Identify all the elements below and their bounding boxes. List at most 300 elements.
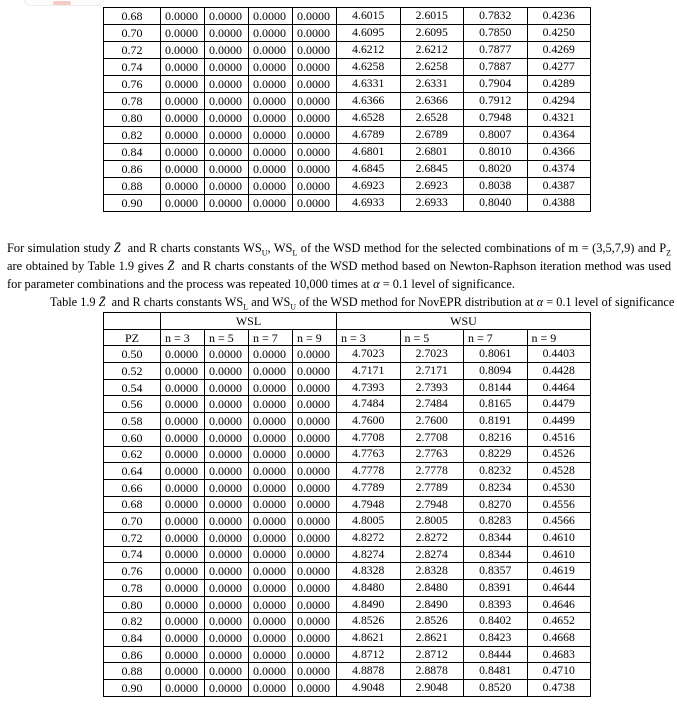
table-cell: 0.0000 <box>205 596 249 613</box>
table-cell: 0.4387 <box>527 178 591 195</box>
table-cell: 0.7912 <box>464 93 528 110</box>
table-cell: 4.6528 <box>337 110 401 127</box>
text-segment: , WS <box>267 241 293 255</box>
table-row <box>104 496 591 513</box>
table-cell: 0.84 <box>104 630 161 647</box>
top-table-body <box>104 8 591 212</box>
table-cell: 2.6366 <box>400 93 464 110</box>
table-cell: 4.6095 <box>337 25 401 42</box>
table-cell: 0.0000 <box>205 144 249 161</box>
wsu-n7-header: n = 7 <box>464 329 528 346</box>
table-cell: 0.0000 <box>293 93 337 110</box>
table-cell: 0.4566 <box>527 513 591 530</box>
table-cell: 0.0000 <box>161 161 205 178</box>
table-cell: 4.7708 <box>337 429 401 446</box>
table-cell: 0.0000 <box>161 580 205 597</box>
math-symbol: Z̄ <box>167 259 175 273</box>
table-row <box>104 463 591 480</box>
table-cell: 0.0000 <box>249 580 293 597</box>
table-row <box>104 413 591 430</box>
table-cell: 2.7393 <box>400 379 464 396</box>
table-cell: 4.7393 <box>337 379 401 396</box>
table-cell: 0.4236 <box>527 8 591 25</box>
table-cell: 4.6923 <box>337 178 401 195</box>
table-cell: 0.0000 <box>161 396 205 413</box>
table-cell: 0.82 <box>104 613 161 630</box>
wsu-n9-header: n = 9 <box>527 329 591 346</box>
table-cell: 0.74 <box>104 546 161 563</box>
text-segment: are obtained by Table 1.9 gives <box>7 259 168 273</box>
table-cell: 0.0000 <box>249 110 293 127</box>
table-cell: 0.0000 <box>205 479 249 496</box>
table-row <box>104 178 591 195</box>
table-cell: 0.0000 <box>205 546 249 563</box>
table-cell: 0.4610 <box>527 529 591 546</box>
table-cell: 0.8270 <box>464 496 528 513</box>
table-cell: 2.8328 <box>400 563 464 580</box>
table-cell: 0.0000 <box>249 195 293 212</box>
table-cell: 0.90 <box>104 195 161 212</box>
table-cell: 0.52 <box>104 363 161 380</box>
table-cell: 0.0000 <box>161 663 205 680</box>
table-cell: 0.4277 <box>527 59 591 76</box>
table-cell: 0.7850 <box>464 25 528 42</box>
table-cell: 0.0000 <box>249 613 293 630</box>
table-cell: 2.8005 <box>400 513 464 530</box>
table-cell: 4.8005 <box>337 513 401 530</box>
table-row <box>104 363 591 380</box>
table-cell: 0.0000 <box>293 396 337 413</box>
table-cell: 0.0000 <box>161 110 205 127</box>
table-cell: 0.0000 <box>249 463 293 480</box>
wsl-n9-header: n = 9 <box>293 329 337 346</box>
table-cell: 0.0000 <box>161 646 205 663</box>
table-cell: 2.7484 <box>400 396 464 413</box>
table-cell: 0.0000 <box>161 546 205 563</box>
table-cell: 0.0000 <box>161 413 205 430</box>
table-row <box>104 110 591 127</box>
table-cell: 0.74 <box>104 59 161 76</box>
text-segment: = 0.1 level of significance. <box>379 277 515 291</box>
table-cell: 0.7904 <box>464 76 528 93</box>
text-segment: = 0.1 level of significance <box>543 295 675 309</box>
table-row <box>104 546 591 563</box>
table-cell: 0.0000 <box>293 446 337 463</box>
table-cell: 0.58 <box>104 413 161 430</box>
table-cell: 0.56 <box>104 396 161 413</box>
text-segment: and R charts constants WS <box>105 295 244 309</box>
table-cell: 0.8040 <box>464 195 528 212</box>
subscript-text: L <box>292 248 298 258</box>
main-table-body <box>104 346 591 696</box>
table-cell: 2.7600 <box>400 413 464 430</box>
table-cell: 0.8061 <box>464 346 528 363</box>
table-cell: 0.0000 <box>205 580 249 597</box>
table-cell: 0.0000 <box>161 596 205 613</box>
table-cell: 0.0000 <box>161 178 205 195</box>
table-cell: 0.0000 <box>293 479 337 496</box>
wsl-n5-header: n = 5 <box>205 329 249 346</box>
table-cell: 0.0000 <box>293 25 337 42</box>
table-cell: 0.4738 <box>527 680 591 697</box>
table-row <box>104 59 591 76</box>
table-cell: 0.0000 <box>293 613 337 630</box>
table-cell: 0.8144 <box>464 379 528 396</box>
table-cell: 0.8393 <box>464 596 528 613</box>
table-cell: 4.6845 <box>337 161 401 178</box>
table-cell: 0.0000 <box>161 76 205 93</box>
wsu-n3-header: n = 3 <box>337 329 401 346</box>
table-cell: 0.8444 <box>464 646 528 663</box>
table-cell: 0.8007 <box>464 127 528 144</box>
table-cell: 0.4528 <box>527 463 591 480</box>
table-cell: 0.0000 <box>293 413 337 430</box>
table-cell: 0.0000 <box>293 42 337 59</box>
table-cell: 4.7023 <box>337 346 401 363</box>
table-cell: 0.4364 <box>527 127 591 144</box>
table-cell: 0.0000 <box>293 580 337 597</box>
table-cell: 0.76 <box>104 563 161 580</box>
table-row <box>104 446 591 463</box>
table-row <box>104 93 591 110</box>
table-cell: 0.0000 <box>161 463 205 480</box>
table-cell: 0.8344 <box>464 529 528 546</box>
table-row <box>104 144 591 161</box>
table-cell: 0.4683 <box>527 646 591 663</box>
table-cell: 0.60 <box>104 429 161 446</box>
table-cell: 4.6789 <box>337 127 401 144</box>
table-cell: 0.4610 <box>527 546 591 563</box>
text-segment: of the WSD method for the selected combinations of m = (3,5,7,9) and P <box>297 241 667 255</box>
table-row <box>104 76 591 93</box>
table-cell: 0.80 <box>104 110 161 127</box>
table-cell: 0.90 <box>104 680 161 697</box>
table-cell: 0.70 <box>104 25 161 42</box>
table-cell: 2.6789 <box>400 127 464 144</box>
table-cell: 0.0000 <box>161 93 205 110</box>
table-cell: 0.4652 <box>527 613 591 630</box>
table-cell: 4.7789 <box>337 479 401 496</box>
table-cell: 0.0000 <box>293 496 337 513</box>
table-cell: 0.0000 <box>205 563 249 580</box>
table-cell: 0.0000 <box>293 363 337 380</box>
table-cell: 0.0000 <box>205 630 249 647</box>
table-cell: 0.8357 <box>464 563 528 580</box>
table-cell: 0.0000 <box>205 346 249 363</box>
table-cell: 0.4646 <box>527 596 591 613</box>
table-cell: 0.0000 <box>205 496 249 513</box>
table-cell: 0.0000 <box>161 529 205 546</box>
table-cell: 0.4294 <box>527 93 591 110</box>
table-cell: 4.8878 <box>337 663 401 680</box>
table-cell: 0.8344 <box>464 546 528 563</box>
table-cell: 0.4479 <box>527 396 591 413</box>
subscript-text: Z <box>666 248 672 258</box>
table-row <box>104 613 591 630</box>
table-cell: 0.66 <box>104 479 161 496</box>
table-cell: 0.4556 <box>527 496 591 513</box>
table-cell: 0.86 <box>104 646 161 663</box>
table-continued-from-previous-page <box>103 7 591 212</box>
table-cell: 4.6258 <box>337 59 401 76</box>
table-row <box>104 563 591 580</box>
table-cell: 0.50 <box>104 346 161 363</box>
table-cell: 0.4516 <box>527 429 591 446</box>
table-cell: 0.0000 <box>161 363 205 380</box>
text-segment: and WS <box>248 295 291 309</box>
table-cell: 0.4289 <box>527 76 591 93</box>
table-cell: 0.0000 <box>161 195 205 212</box>
table-cell: 0.0000 <box>249 379 293 396</box>
table-cell: 4.9048 <box>337 680 401 697</box>
table-cell: 0.0000 <box>161 479 205 496</box>
table-cell: 0.8402 <box>464 613 528 630</box>
table-cell: 0.4499 <box>527 413 591 430</box>
table-cell: 0.0000 <box>249 363 293 380</box>
table-cell: 0.0000 <box>249 346 293 363</box>
table-cell: 2.6801 <box>400 144 464 161</box>
table-cell: 0.88 <box>104 178 161 195</box>
table-cell: 0.0000 <box>205 613 249 630</box>
table-cell: 0.0000 <box>249 529 293 546</box>
table-cell: 0.0000 <box>293 144 337 161</box>
table-cell: 0.0000 <box>293 596 337 613</box>
table-cell: 0.0000 <box>161 513 205 530</box>
table-cell: 0.0000 <box>293 161 337 178</box>
table-cell: 4.7600 <box>337 413 401 430</box>
table-cell: 4.6933 <box>337 195 401 212</box>
table-cell: 0.8229 <box>464 446 528 463</box>
table-row <box>104 630 591 647</box>
table-cell: 0.0000 <box>205 663 249 680</box>
table-cell: 0.0000 <box>205 178 249 195</box>
table-cell: 0.4388 <box>527 195 591 212</box>
table-cell: 0.0000 <box>249 127 293 144</box>
table-cell: 0.72 <box>104 529 161 546</box>
wsl-n3-header: n = 3 <box>161 329 205 346</box>
table-row <box>104 663 591 680</box>
wsl-group-header: WSL <box>161 313 337 330</box>
wsu-group-header: WSU <box>337 313 591 330</box>
text-segment: For simulation study <box>7 241 114 255</box>
table-cell: 2.6095 <box>400 25 464 42</box>
table-cell: 2.8480 <box>400 580 464 597</box>
table-cell: 0.7948 <box>464 110 528 127</box>
table-cell: 2.7023 <box>400 346 464 363</box>
table-cell: 0.0000 <box>161 680 205 697</box>
wsu-n5-header: n = 5 <box>400 329 464 346</box>
table-cell: 0.0000 <box>205 446 249 463</box>
table-cell: 2.8274 <box>400 546 464 563</box>
table-cell: 0.0000 <box>161 630 205 647</box>
table-cell: 0.8165 <box>464 396 528 413</box>
table-cell: 0.0000 <box>293 110 337 127</box>
table-cell: 0.8481 <box>464 663 528 680</box>
text-segment: and R charts constants WS <box>120 241 262 255</box>
table-cell: 0.0000 <box>293 563 337 580</box>
table-row <box>104 195 591 212</box>
table-cell: 4.8621 <box>337 630 401 647</box>
table-cell: 0.4403 <box>527 346 591 363</box>
table-cell: 0.7887 <box>464 59 528 76</box>
table-cell: 0.7877 <box>464 42 528 59</box>
table-cell: 0.0000 <box>205 127 249 144</box>
table-cell: 0.0000 <box>249 680 293 697</box>
table-cell: 0.0000 <box>249 596 293 613</box>
table-cell: 0.80 <box>104 596 161 613</box>
table-cell: 4.6366 <box>337 93 401 110</box>
table-cell: 0.4668 <box>527 630 591 647</box>
table-cell: 0.0000 <box>293 463 337 480</box>
table-cell: 0.8520 <box>464 680 528 697</box>
pz-column-header: PZ <box>104 329 161 346</box>
math-symbol: α <box>536 295 544 309</box>
table-cell: 0.4269 <box>527 42 591 59</box>
table-cell: 0.0000 <box>249 25 293 42</box>
table-cell: 0.68 <box>104 496 161 513</box>
table-cell: 0.0000 <box>293 546 337 563</box>
table-cell: 0.0000 <box>205 513 249 530</box>
table-cell: 0.0000 <box>205 59 249 76</box>
table-cell: 0.4530 <box>527 479 591 496</box>
table-cell: 0.0000 <box>161 346 205 363</box>
table-cell: 0.4464 <box>527 379 591 396</box>
table-row <box>104 161 591 178</box>
table-cell: 0.0000 <box>293 127 337 144</box>
table-cell: 0.0000 <box>161 446 205 463</box>
table-caption <box>50 293 674 311</box>
table-cell: 0.0000 <box>249 42 293 59</box>
table-cell: 0.4250 <box>527 25 591 42</box>
table-cell: 4.7948 <box>337 496 401 513</box>
table-row <box>104 680 591 697</box>
table-cell: 0.0000 <box>161 59 205 76</box>
table-cell: 0.8391 <box>464 580 528 597</box>
table-cell: 0.0000 <box>205 429 249 446</box>
table-cell: 0.8010 <box>464 144 528 161</box>
table-cell: 0.0000 <box>249 496 293 513</box>
math-symbol: α <box>373 277 380 291</box>
table-cell: 2.8878 <box>400 663 464 680</box>
cutoff-toolbar-fragment <box>24 0 104 6</box>
table-cell: 4.8272 <box>337 529 401 546</box>
table-cell: 0.0000 <box>205 529 249 546</box>
table-cell: 0.7832 <box>464 8 528 25</box>
table-row <box>104 646 591 663</box>
table-cell: 2.6528 <box>400 110 464 127</box>
table-row <box>104 396 591 413</box>
wsl-n7-header: n = 7 <box>249 329 293 346</box>
table-cell: 2.6258 <box>400 59 464 76</box>
table-cell: 0.0000 <box>249 76 293 93</box>
table-row <box>104 429 591 446</box>
table-cell: 0.72 <box>104 42 161 59</box>
table-row <box>104 580 591 597</box>
table-cell: 0.0000 <box>205 42 249 59</box>
table-cell: 4.6015 <box>337 8 401 25</box>
table-row <box>104 8 591 25</box>
table-cell: 0.0000 <box>293 195 337 212</box>
table-cell: 0.0000 <box>249 161 293 178</box>
table-cell: 4.7484 <box>337 396 401 413</box>
table-cell: 0.0000 <box>205 161 249 178</box>
table-cell: 2.7708 <box>400 429 464 446</box>
subscript-text: U <box>261 248 268 258</box>
group-header-row <box>104 313 591 330</box>
table-cell: 0.76 <box>104 76 161 93</box>
table-cell: 0.86 <box>104 161 161 178</box>
subscript-text: U <box>290 302 297 312</box>
table-cell: 2.7789 <box>400 479 464 496</box>
table-cell: 4.7763 <box>337 446 401 463</box>
table-cell: 4.8490 <box>337 596 401 613</box>
table-cell: 0.84 <box>104 144 161 161</box>
table-cell: 2.6933 <box>400 195 464 212</box>
table-cell: 0.0000 <box>249 446 293 463</box>
table-cell: 0.0000 <box>249 93 293 110</box>
table-cell: 2.7171 <box>400 363 464 380</box>
table-cell: 0.8216 <box>464 429 528 446</box>
table-cell: 0.0000 <box>205 363 249 380</box>
table-cell: 0.0000 <box>293 8 337 25</box>
table-cell: 2.8621 <box>400 630 464 647</box>
table-cell: 0.0000 <box>161 429 205 446</box>
table-cell: 0.0000 <box>161 42 205 59</box>
table-cell: 0.0000 <box>249 413 293 430</box>
table-cell: 0.78 <box>104 580 161 597</box>
table-cell: 0.0000 <box>293 680 337 697</box>
table-cell: 0.4619 <box>527 563 591 580</box>
table-cell: 0.0000 <box>249 178 293 195</box>
table-cell: 4.6801 <box>337 144 401 161</box>
table-row <box>104 596 591 613</box>
table-cell: 0.0000 <box>249 479 293 496</box>
table-cell: 0.0000 <box>293 646 337 663</box>
table-row <box>104 346 591 363</box>
table-cell: 0.0000 <box>249 546 293 563</box>
table-cell: 0.0000 <box>205 93 249 110</box>
table-cell: 0.4428 <box>527 363 591 380</box>
table-cell: 2.8272 <box>400 529 464 546</box>
table-cell: 0.4374 <box>527 161 591 178</box>
table-row <box>104 513 591 530</box>
table-cell: 0.70 <box>104 513 161 530</box>
table-1-9 <box>103 312 591 697</box>
table-cell: 0.0000 <box>293 630 337 647</box>
table-cell: 2.8712 <box>400 646 464 663</box>
table-cell: 0.0000 <box>161 379 205 396</box>
table-cell: 0.0000 <box>161 144 205 161</box>
table-row <box>104 25 591 42</box>
math-symbol: Z̄ <box>98 295 106 309</box>
table-cell: 0.8232 <box>464 463 528 480</box>
table-cell: 2.6331 <box>400 76 464 93</box>
table-cell: 0.0000 <box>249 8 293 25</box>
table-cell: 0.0000 <box>205 195 249 212</box>
math-symbol: Z̄ <box>113 241 121 255</box>
table-cell: 4.8712 <box>337 646 401 663</box>
table-cell: 0.0000 <box>249 513 293 530</box>
toolbar-pink-mark-icon <box>53 1 71 5</box>
table-cell: 0.0000 <box>161 496 205 513</box>
table-cell: 0.0000 <box>205 110 249 127</box>
table-cell: 0.0000 <box>249 144 293 161</box>
table-cell: 2.6845 <box>400 161 464 178</box>
table-cell: 0.0000 <box>249 396 293 413</box>
table-cell: 0.64 <box>104 463 161 480</box>
table-cell: 0.8283 <box>464 513 528 530</box>
table-cell: 0.82 <box>104 127 161 144</box>
